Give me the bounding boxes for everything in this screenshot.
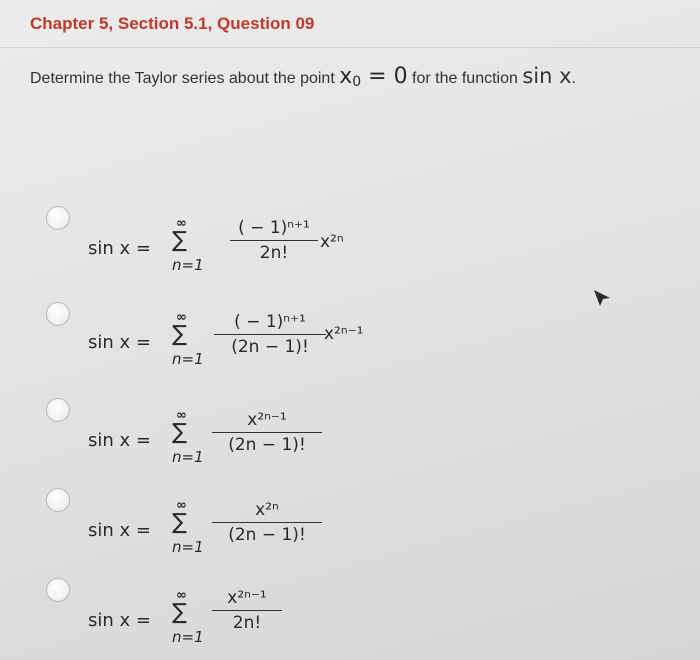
option-lhs: sin x = — [88, 610, 151, 631]
option-lhs: sin x = — [88, 520, 151, 541]
option-2-radio[interactable] — [46, 302, 70, 326]
sigma-icon: ∑ — [172, 322, 187, 347]
option-1-radio[interactable] — [46, 206, 70, 230]
option-fraction: x²ⁿ (2n − 1)! — [212, 500, 322, 545]
sigma-icon: ∑ — [172, 420, 187, 445]
sigma-icon: ∑ — [172, 510, 187, 535]
summation: ∞ ∑ n=1 — [172, 498, 204, 556]
point-variable: $x_0 = 0$ — [339, 64, 408, 90]
option-tail: x²ⁿ⁻¹ — [324, 324, 364, 344]
option-4-radio[interactable] — [46, 488, 70, 512]
option-2-formula — [88, 306, 408, 376]
option-lhs: sin x = — [88, 238, 151, 259]
sigma-icon: ∑ — [172, 600, 187, 625]
option-fraction: x²ⁿ⁻¹ (2n − 1)! — [212, 410, 322, 455]
function-expression: sin x — [522, 64, 572, 88]
option-4-formula — [88, 494, 388, 564]
option-1-formula — [88, 212, 388, 282]
prompt-period: . — [571, 70, 576, 87]
mouse-pointer-icon — [592, 288, 612, 308]
option-3-radio[interactable] — [46, 398, 70, 422]
option-lhs: sin x = — [88, 430, 151, 451]
option-fraction: x²ⁿ⁻¹ 2n! — [212, 588, 282, 633]
question-header — [0, 0, 700, 48]
summation: ∞ ∑ n=1 — [172, 588, 204, 646]
summation: ∞ ∑ n=1 — [172, 408, 204, 466]
option-fraction: ( − 1)ⁿ⁺¹ (2n − 1)! — [214, 312, 326, 357]
summation: ∞ ∑ n=1 — [172, 310, 204, 368]
option-3-formula — [88, 404, 388, 474]
sigma-icon: ∑ — [172, 228, 187, 253]
prompt-mid-text: for the function — [412, 70, 518, 87]
question-prompt — [30, 64, 690, 90]
option-fraction: ( − 1)ⁿ⁺¹ 2n! — [230, 218, 318, 263]
option-tail: x²ⁿ — [320, 232, 344, 252]
option-5-radio[interactable] — [46, 578, 70, 602]
question-title: Chapter 5, Section 5.1, Question 09 — [30, 14, 315, 33]
summation: ∞ ∑ n=1 — [172, 216, 204, 274]
prompt-text: Determine the Taylor series about the point — [30, 70, 335, 87]
option-lhs: sin x = — [88, 332, 151, 353]
option-5-formula — [88, 584, 348, 654]
